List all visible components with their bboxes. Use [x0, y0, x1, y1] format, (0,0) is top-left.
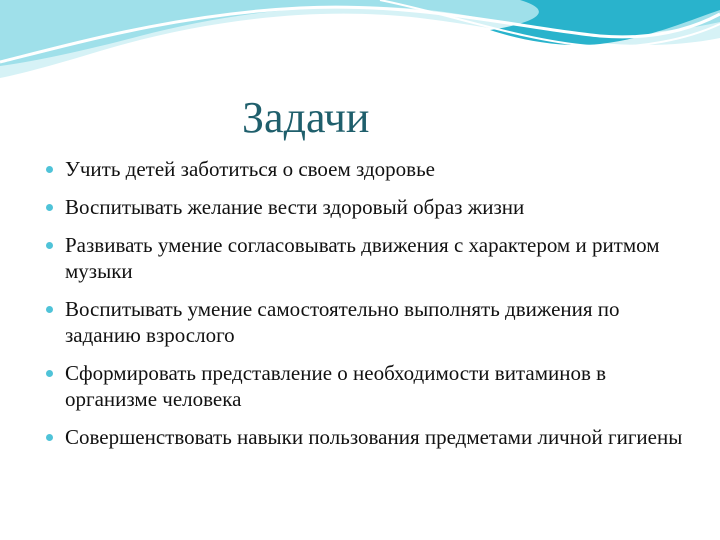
list-item [46, 360, 686, 412]
slide-title: Задачи [242, 93, 370, 142]
list-item [46, 296, 686, 348]
task-list [46, 156, 686, 462]
list-item-text: Совершенствовать навыки пользования предметами личной гигиены [65, 425, 683, 449]
list-item-text: Учить детей заботиться о своем здоровье [65, 157, 435, 181]
bullet-dot-icon [46, 306, 53, 313]
list-item [46, 232, 686, 284]
list-item-text: Развивать умение согласовывать движения с характером и ритмом музыки [65, 233, 660, 283]
bullet-dot-icon [46, 370, 53, 377]
list-item-text: Сформировать представление о необходимости витаминов в организме человека [65, 361, 607, 411]
list-item [46, 424, 686, 450]
bullet-dot-icon [46, 204, 53, 211]
bullet-dot-icon [46, 434, 53, 441]
bullet-dot-icon [46, 242, 53, 249]
list-item-text: Воспитывать желание вести здоровый образ жизни [65, 195, 525, 219]
wave-decoration [0, 0, 720, 90]
list-item [46, 194, 686, 220]
list-item-text: Воспитывать умение самостоятельно выполнять движения по заданию взрослого [65, 297, 620, 347]
list-item [46, 156, 686, 182]
bullet-dot-icon [46, 166, 53, 173]
